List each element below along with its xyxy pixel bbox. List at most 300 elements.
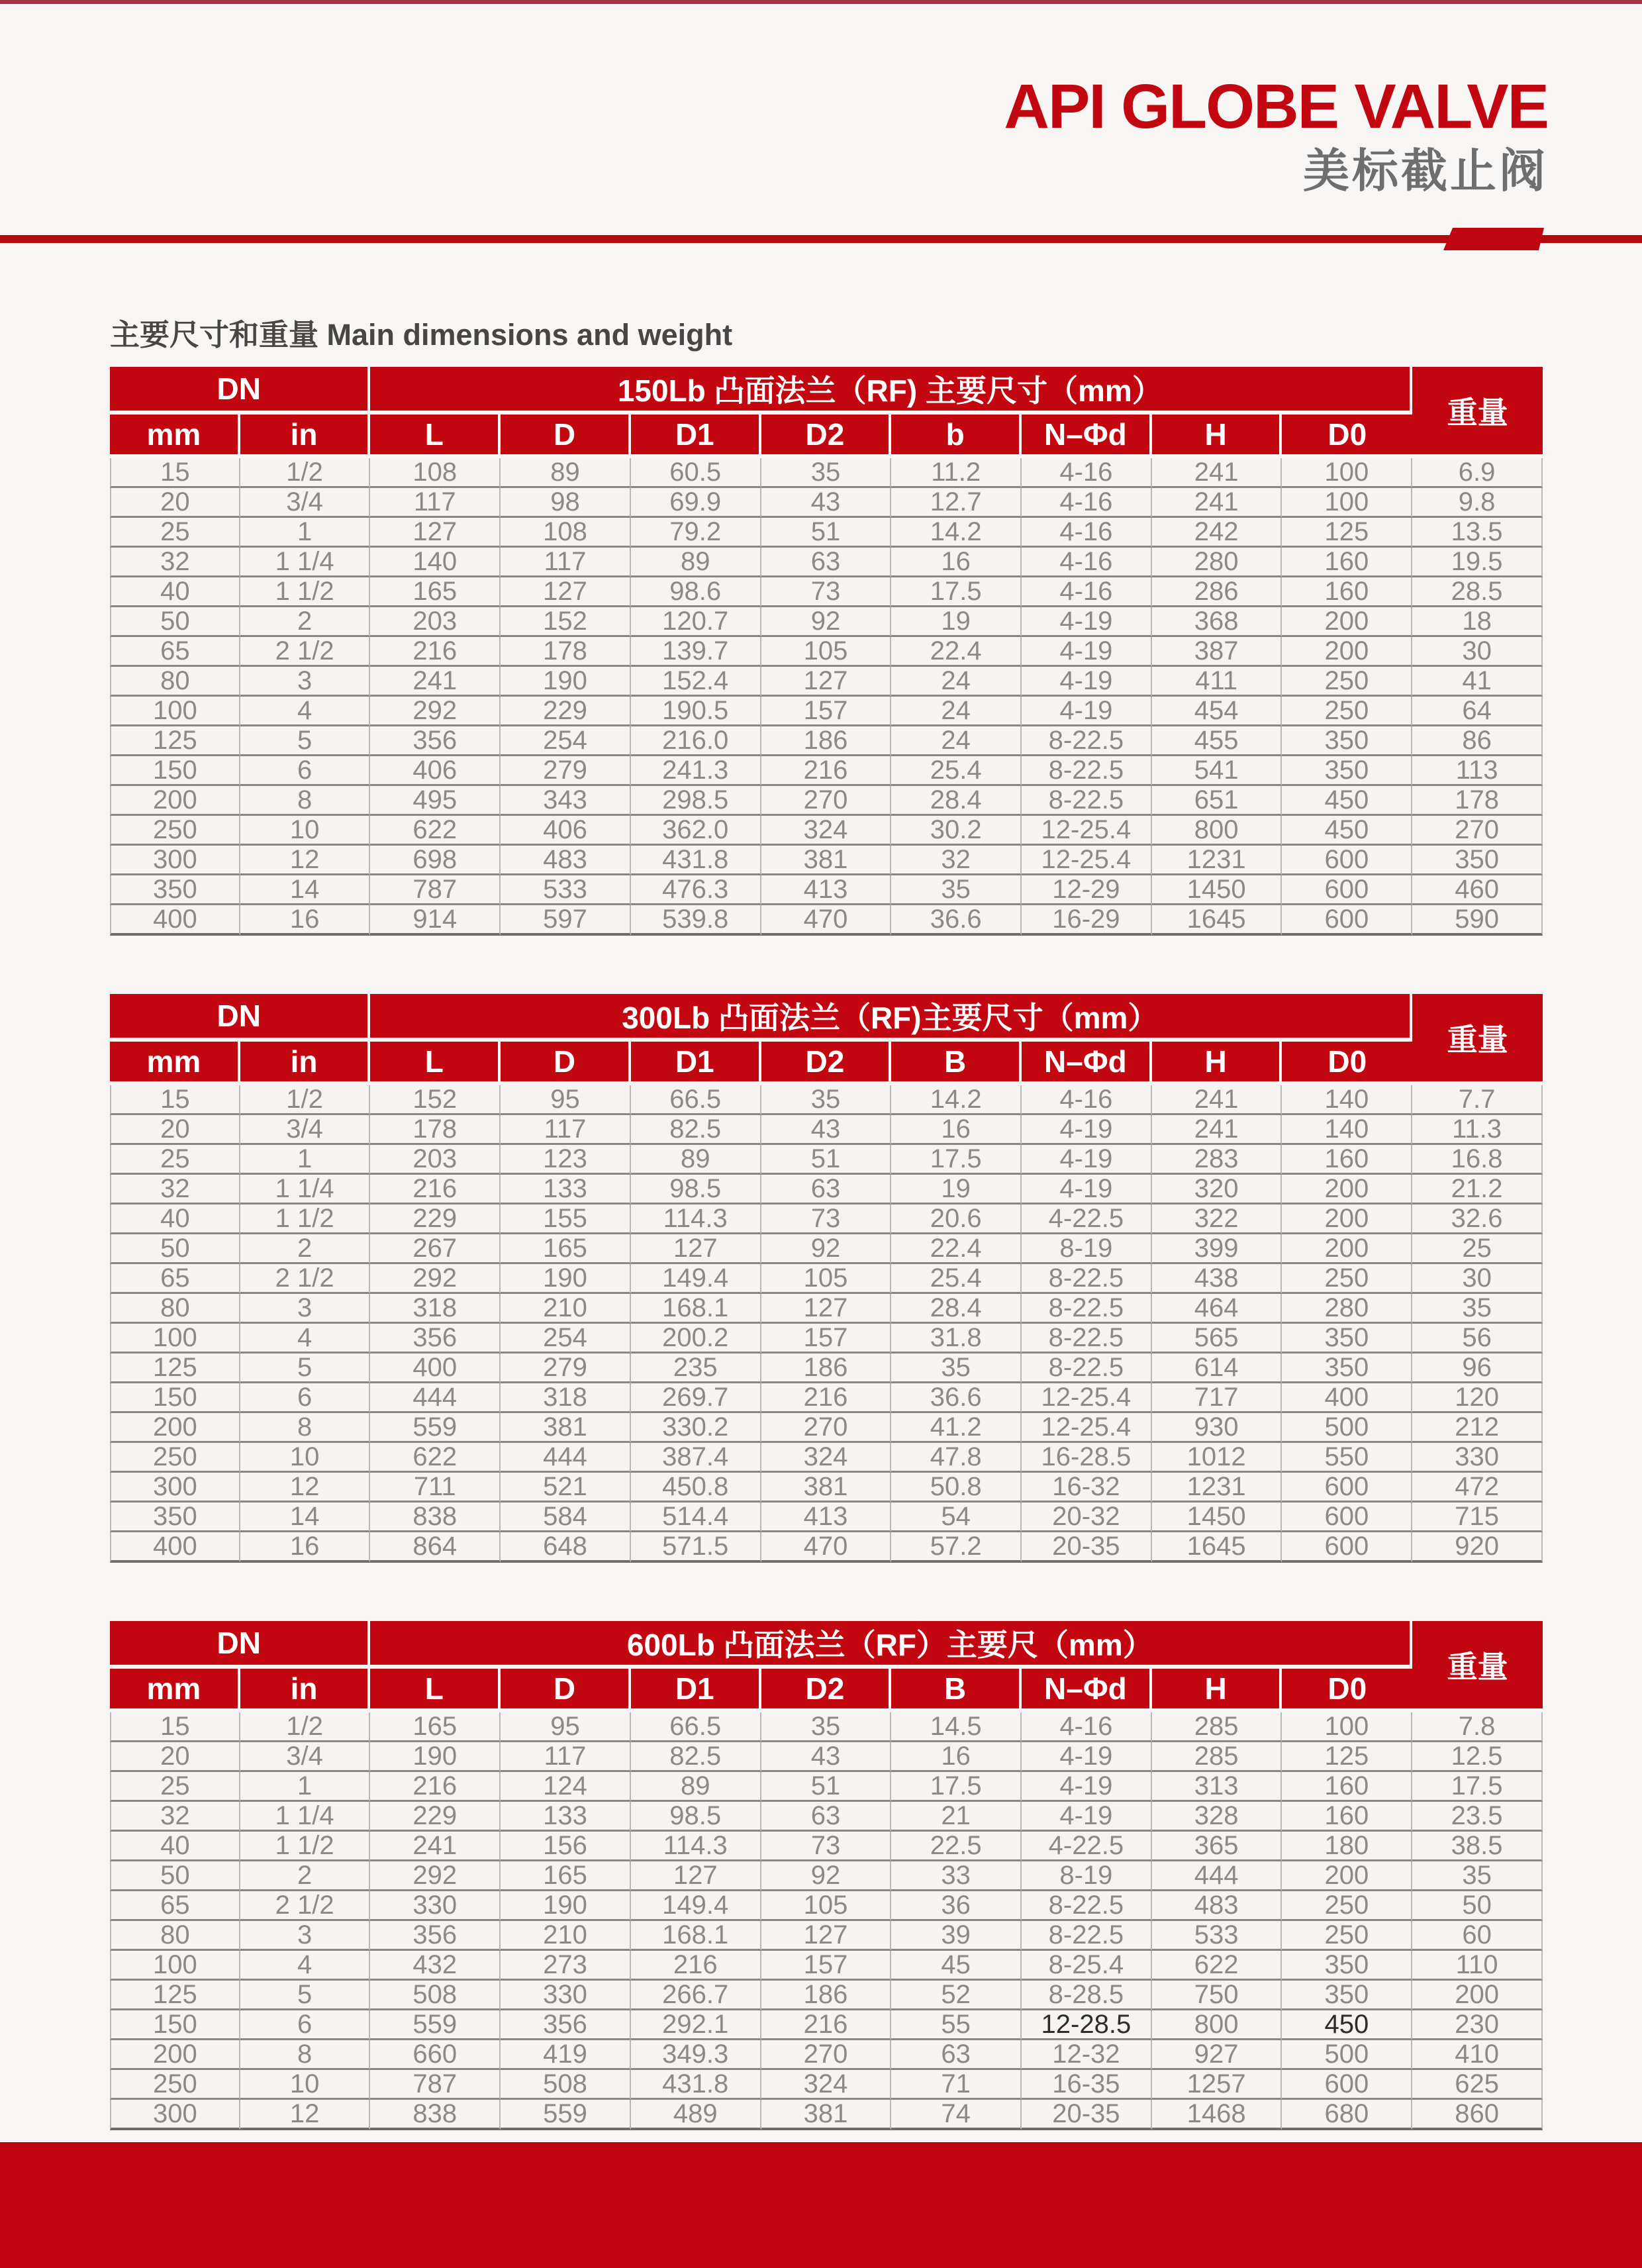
cell: 1 [240,1772,371,1802]
cell: 28.4 [891,1294,1022,1324]
cell: 150 [110,2010,240,2040]
cell: 241 [1152,1115,1282,1145]
cell: 8-19 [1022,1861,1152,1891]
cell: 89 [631,1772,761,1802]
table-row [110,1981,1543,2010]
cell: 92 [761,607,892,637]
table-row [110,1413,1543,1443]
cell: 32 [110,548,240,577]
cell: 12-29 [1022,875,1152,905]
cell: 1231 [1152,846,1282,875]
col-header-nphid: N–Φd [1022,1042,1152,1085]
cell: 400 [370,1354,501,1383]
cell: 20-35 [1022,1532,1152,1563]
cell: 3 [240,1294,371,1324]
table-body [110,1712,1543,2130]
cell: 350 [1282,726,1412,756]
cell: 216 [370,637,501,667]
col-header-mm: mm [110,1042,240,1085]
col-header-in: in [240,1042,371,1085]
cell: 35 [761,1085,892,1115]
cell: 40 [110,1832,240,1861]
cell: 190.5 [631,697,761,726]
cell: 4-16 [1022,548,1152,577]
cell: 241.3 [631,756,761,786]
cell: 20.6 [891,1205,1022,1234]
cell: 71 [891,2070,1022,2100]
table-row [110,1264,1543,1294]
cell: 1/2 [240,458,371,488]
cell: 24 [891,697,1022,726]
cell: 20-32 [1022,1503,1152,1532]
cell: 431.8 [631,846,761,875]
cell: 212 [1412,1413,1543,1443]
cell: 1 [240,1145,371,1175]
cell: 292 [370,1861,501,1891]
cell: 1257 [1152,2070,1282,2100]
cell: 622 [370,816,501,846]
cell: 54 [891,1503,1022,1532]
cell: 241 [370,667,501,697]
cell: 1450 [1152,875,1282,905]
dn-column-group-header: DN [110,994,370,1042]
cell: 12 [240,2100,371,2130]
dimensions-table-150lb [110,367,1543,936]
cell: 57.2 [891,1532,1022,1563]
cell: 216.0 [631,726,761,756]
cell: 8 [240,786,371,816]
cell: 21.2 [1412,1175,1543,1205]
cell: 180 [1282,1832,1412,1861]
cell: 16 [240,905,371,936]
cell: 4-19 [1022,1802,1152,1832]
cell: 559 [370,1413,501,1443]
col-header-h: H [1152,1042,1282,1085]
cell: 73 [761,1205,892,1234]
cell: 79.2 [631,518,761,548]
cell: 4-22.5 [1022,1832,1152,1861]
cell: 190 [501,1891,631,1921]
cell: 155 [501,1205,631,1234]
cell: 298.5 [631,786,761,816]
cell: 680 [1282,2100,1412,2130]
cell: 559 [501,2100,631,2130]
cell: 241 [1152,488,1282,518]
cell: 203 [370,1145,501,1175]
cell: 25 [110,1772,240,1802]
cell: 270 [761,2040,892,2070]
cell: 787 [370,875,501,905]
cell: 235 [631,1354,761,1383]
cell: 69.9 [631,488,761,518]
cell: 350 [1282,1981,1412,2010]
cell: 368 [1152,607,1282,637]
col-header-d0: D0 [1282,1669,1412,1712]
cell: 100 [1282,458,1412,488]
cell: 51 [761,1145,892,1175]
cell: 413 [761,875,892,905]
table-row [110,1085,1543,1115]
cell: 114.3 [631,1205,761,1234]
cell: 38.5 [1412,1832,1543,1861]
col-header-d1: D1 [631,415,761,458]
cell: 8-19 [1022,1234,1152,1264]
cell: 356 [501,2010,631,2040]
cell: 3 [240,667,371,697]
cell: 508 [370,1981,501,2010]
table-row [110,1861,1543,1891]
cell: 4-16 [1022,488,1152,518]
table-row [110,1443,1543,1473]
cell: 110 [1412,1951,1543,1981]
cell: 28.4 [891,786,1022,816]
cell: 16 [891,1742,1022,1772]
cell: 178 [370,1115,501,1145]
cell: 22.4 [891,1234,1022,1264]
cell: 95 [501,1085,631,1115]
cell: 4-19 [1022,697,1152,726]
table-row [110,1145,1543,1175]
table-row [110,697,1543,726]
cell: 1 1/2 [240,1832,371,1861]
cell: 1/2 [240,1085,371,1115]
cell: 108 [370,458,501,488]
table-row [110,488,1543,518]
cell: 117 [501,1115,631,1145]
table-row [110,1772,1543,1802]
cell: 1645 [1152,905,1282,936]
cell: 717 [1152,1383,1282,1413]
header-divider [0,224,1642,254]
cell: 150 [110,1383,240,1413]
cell: 150 [110,756,240,786]
cell: 186 [761,726,892,756]
table-row [110,846,1543,875]
page-header [0,4,1642,197]
cell: 73 [761,1832,892,1861]
cell: 250 [110,2070,240,2100]
cell: 8-28.5 [1022,1981,1152,2010]
cell: 11.2 [891,458,1022,488]
cell: 280 [1282,1294,1412,1324]
cell: 250 [1282,1264,1412,1294]
cell: 32.6 [1412,1205,1543,1234]
cell: 318 [501,1383,631,1413]
cell: 4-19 [1022,1175,1152,1205]
table-row [110,1891,1543,1921]
cell: 413 [761,1503,892,1532]
cell: 8-22.5 [1022,1354,1152,1383]
col-header-d1: D1 [631,1042,761,1085]
cell: 12.7 [891,488,1022,518]
cell: 472 [1412,1473,1543,1503]
cell: 25.4 [891,1264,1022,1294]
cell: 19 [891,607,1022,637]
cell: 4-19 [1022,1742,1152,1772]
cell: 82.5 [631,1115,761,1145]
cell: 23.5 [1412,1802,1543,1832]
cell: 24 [891,667,1022,697]
cell: 438 [1152,1264,1282,1294]
cell: 216 [370,1772,501,1802]
cell: 6 [240,2010,371,2040]
cell: 2 [240,1861,371,1891]
table-row [110,1383,1543,1413]
cell: 229 [370,1205,501,1234]
cell: 63 [761,548,892,577]
cell: 149.4 [631,1264,761,1294]
table-body [110,1085,1543,1563]
cell: 149.4 [631,1891,761,1921]
cell: 4-19 [1022,667,1152,697]
cell: 51 [761,518,892,548]
cell: 4-16 [1022,458,1152,488]
cell: 2 1/2 [240,1264,371,1294]
cell: 250 [1282,667,1412,697]
cell: 470 [761,1532,892,1563]
cell: 95 [501,1712,631,1742]
cell: 450 [1282,2010,1412,2040]
cell: 450 [1282,786,1412,816]
cell: 8-22.5 [1022,1264,1152,1294]
cell: 267 [370,1234,501,1264]
cell: 98 [501,488,631,518]
cell: 7.8 [1412,1712,1543,1742]
col-header-d2: D2 [761,1669,892,1712]
cell: 711 [370,1473,501,1503]
cell: 160 [1282,577,1412,607]
cell: 63 [761,1802,892,1832]
cell: 200 [110,1413,240,1443]
table-row [110,1503,1543,1532]
cell: 660 [370,2040,501,2070]
cell: 16.8 [1412,1145,1543,1175]
cell: 1645 [1152,1532,1282,1563]
cell: 50.8 [891,1473,1022,1503]
col-header-in: in [240,1669,371,1712]
cell: 292.1 [631,2010,761,2040]
cell: 387 [1152,637,1282,667]
col-header-in: in [240,415,371,458]
cell: 65 [110,1264,240,1294]
weight-column-header: 重量 [1412,994,1543,1085]
cell: 406 [501,816,631,846]
cell: 22.5 [891,1832,1022,1861]
cell: 92 [761,1861,892,1891]
cell: 216 [761,756,892,786]
cell: 127 [761,667,892,697]
cell: 14.2 [891,518,1022,548]
cell: 157 [761,697,892,726]
cell: 350 [110,1503,240,1532]
cell: 89 [631,548,761,577]
cell: 356 [370,726,501,756]
col-header-b: B [891,1669,1022,1712]
cell: 200 [1282,637,1412,667]
col-header-h: H [1152,1669,1282,1712]
footer-band [0,2142,1642,2268]
cell: 25.4 [891,756,1022,786]
cell: 157 [761,1951,892,1981]
cell: 60 [1412,1921,1543,1951]
cell: 483 [1152,1891,1282,1921]
cell: 381 [501,1413,631,1443]
cell: 8-22.5 [1022,1324,1152,1354]
col-header-d0: D0 [1282,415,1412,458]
cell: 16 [240,1532,371,1563]
cell: 86 [1412,726,1543,756]
cell: 1 1/4 [240,1175,371,1205]
table-row [110,637,1543,667]
cell: 250 [1282,1891,1412,1921]
cell: 89 [501,458,631,488]
cell: 4-19 [1022,607,1152,637]
cell: 28.5 [1412,577,1543,607]
page-title: API GLOBE VALVE [1004,72,1548,142]
cell: 190 [501,1264,631,1294]
cell: 250 [110,1443,240,1473]
cell: 35 [1412,1861,1543,1891]
cell: 318 [370,1294,501,1324]
cell: 14.5 [891,1712,1022,1742]
table-row [110,1234,1543,1264]
cell: 313 [1152,1772,1282,1802]
table-row [110,1712,1543,1742]
cell: 1 1/2 [240,577,371,607]
cell: 30 [1412,1264,1543,1294]
cell: 74 [891,2100,1022,2130]
cell: 186 [761,1354,892,1383]
cell: 33 [891,1861,1022,1891]
table-row [110,1205,1543,1234]
cell: 600 [1282,875,1412,905]
cell: 2 1/2 [240,637,371,667]
cell: 541 [1152,756,1282,786]
cell: 25 [110,518,240,548]
cell: 1231 [1152,1473,1282,1503]
cell: 18 [1412,607,1543,637]
main-content [110,311,1543,2130]
cell: 19.5 [1412,548,1543,577]
cell: 381 [761,1473,892,1503]
cell: 200.2 [631,1324,761,1354]
table-row [110,2040,1543,2070]
cell: 203 [370,607,501,637]
cell: 860 [1412,2100,1543,2130]
cell: 105 [761,1891,892,1921]
col-header-d2: D2 [761,415,892,458]
cell: 21 [891,1802,1022,1832]
cell: 533 [1152,1921,1282,1951]
cell: 2 1/2 [240,1891,371,1921]
cell: 470 [761,905,892,936]
cell: 89 [631,1145,761,1175]
cell: 8-22.5 [1022,786,1152,816]
cell: 186 [761,1981,892,2010]
cell: 597 [501,905,631,936]
cell: 500 [1282,1413,1412,1443]
cell: 60.5 [631,458,761,488]
cell: 14 [240,1503,371,1532]
table-row [110,548,1543,577]
col-header-mm: mm [110,415,240,458]
cell: 229 [370,1802,501,1832]
table-row [110,607,1543,637]
cell: 65 [110,1891,240,1921]
table-span-title: 150Lb 凸面法兰（RF) 主要尺寸（mm） [370,367,1412,415]
cell: 241 [1152,458,1282,488]
cell: 330 [370,1891,501,1921]
col-header-b: b [891,415,1022,458]
cell: 8-22.5 [1022,726,1152,756]
cell: 2 [240,607,371,637]
cell: 400 [110,1532,240,1563]
cell: 838 [370,1503,501,1532]
cell: 117 [501,1742,631,1772]
cell: 16 [891,1115,1022,1145]
col-header-l: L [370,1669,501,1712]
cell: 533 [501,875,631,905]
cell: 750 [1152,1981,1282,2010]
dimensions-table-300lb [110,994,1543,1563]
cell: 4-19 [1022,1145,1152,1175]
cell: 160 [1282,1802,1412,1832]
table-row [110,875,1543,905]
cell: 350 [1412,846,1543,875]
col-header-b: B [891,1042,1022,1085]
cell: 20 [110,488,240,518]
cell: 250 [1282,697,1412,726]
cell: 406 [370,756,501,786]
cell: 17.5 [1412,1772,1543,1802]
table-row [110,1294,1543,1324]
cell: 4-16 [1022,518,1152,548]
cell: 125 [110,1354,240,1383]
table-row [110,1951,1543,1981]
table-span-title: 600Lb 凸面法兰（RF）主要尺（mm） [370,1621,1412,1669]
cell: 210 [501,1294,631,1324]
cell: 285 [1152,1712,1282,1742]
col-header-h: H [1152,415,1282,458]
cell: 14.2 [891,1085,1022,1115]
cell: 324 [761,816,892,846]
table-row [110,1742,1543,1772]
cell: 387.4 [631,1443,761,1473]
dn-column-group-header: DN [110,1621,370,1669]
table-row [110,1115,1543,1145]
cell: 165 [370,1712,501,1742]
cell: 362.0 [631,816,761,846]
cell: 168.1 [631,1294,761,1324]
cell: 216 [761,2010,892,2040]
cell: 216 [370,1175,501,1205]
table-header [110,994,1543,1085]
cell: 100 [1282,488,1412,518]
cell: 444 [370,1383,501,1413]
cell: 178 [1412,786,1543,816]
cell: 800 [1152,816,1282,846]
cell: 4 [240,697,371,726]
table-row [110,667,1543,697]
cell: 350 [1282,1951,1412,1981]
cell: 4-19 [1022,1772,1152,1802]
cell: 614 [1152,1354,1282,1383]
table-row [110,1832,1543,1861]
cell: 3/4 [240,1115,371,1145]
cell: 648 [501,1532,631,1563]
cell: 600 [1282,1532,1412,1563]
cell: 5 [240,1981,371,2010]
